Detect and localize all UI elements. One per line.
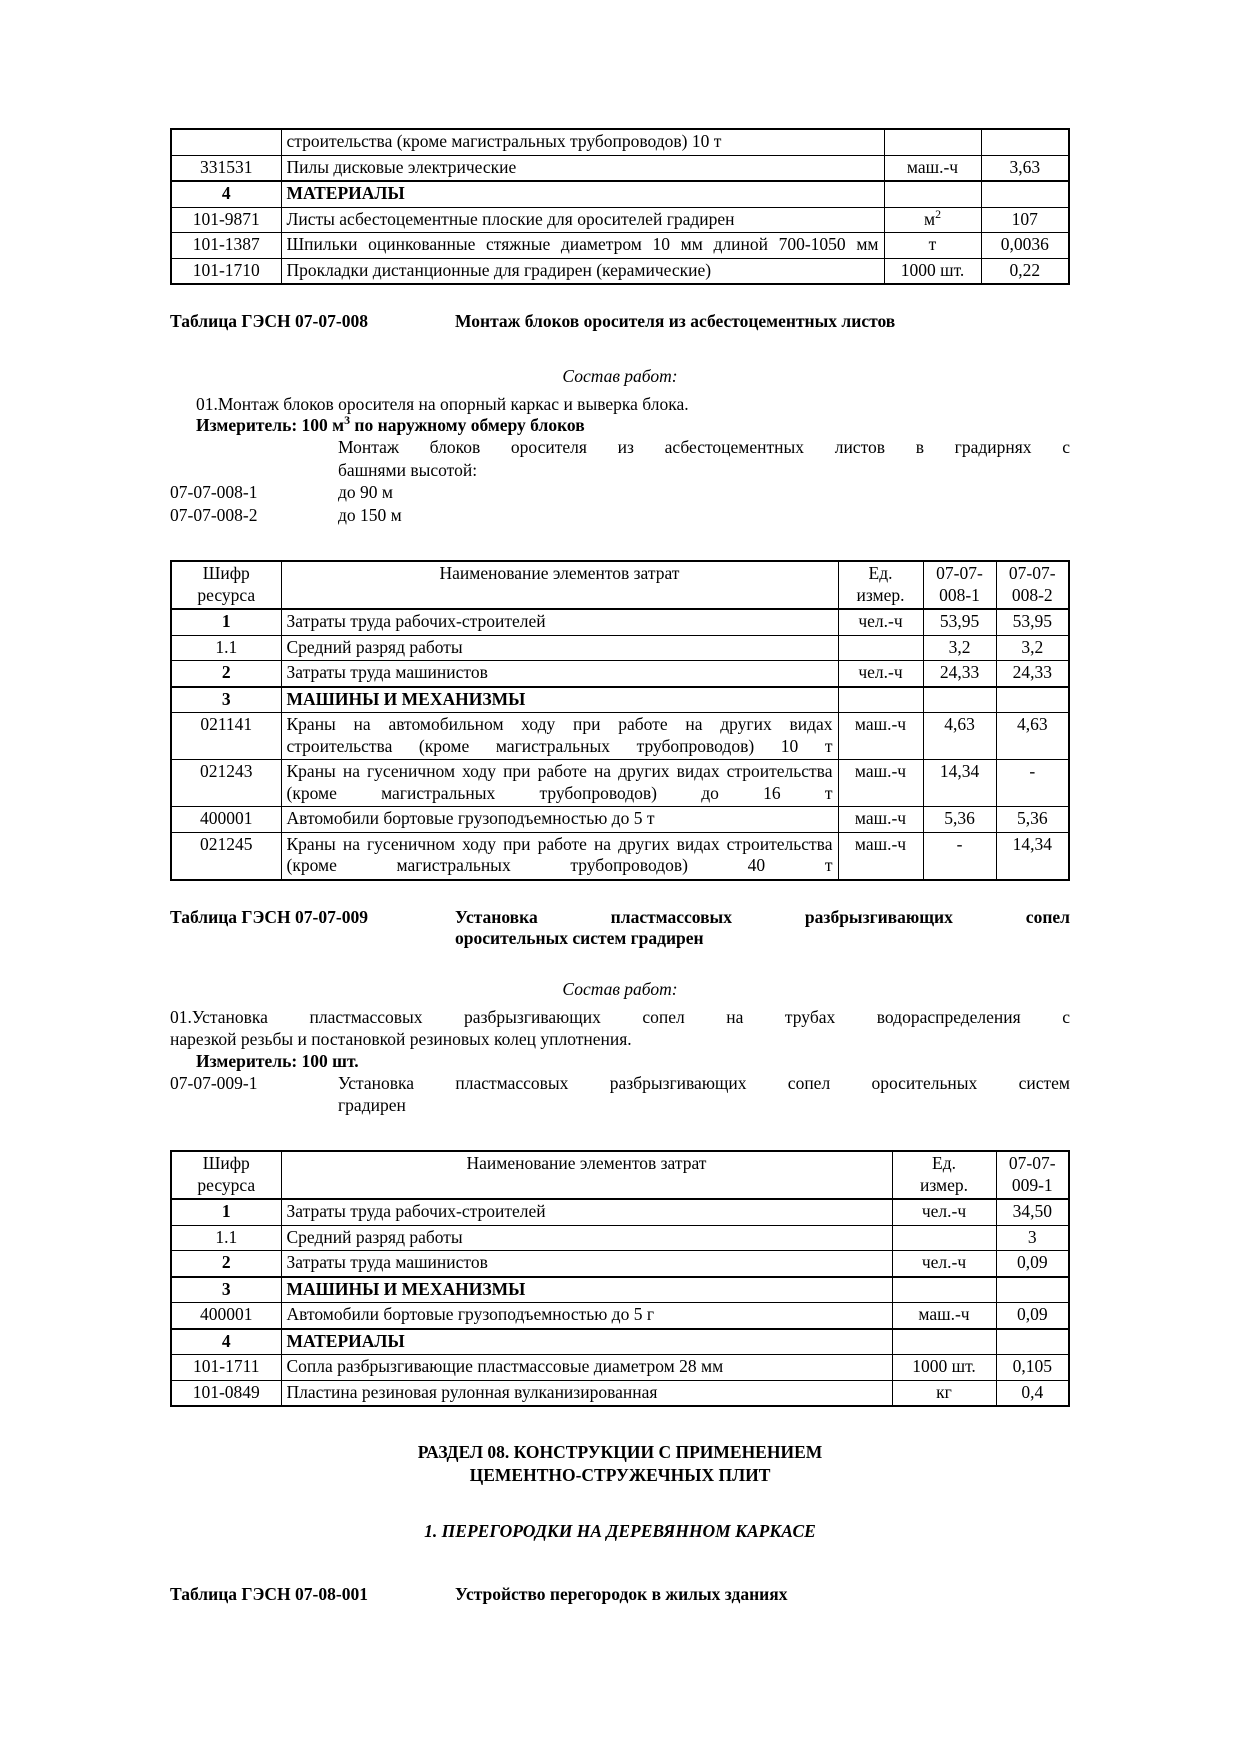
razdel-line1: РАЗДЕЛ 08. КОНСТРУКЦИИ С ПРИМЕНЕНИЕМ [417, 1442, 823, 1463]
cell-code: 1 [171, 1199, 281, 1225]
cell-unit: чел.-ч [838, 609, 923, 635]
razdel-line2: ЦЕМЕНТНО-СТРУЖЕЧНЫХ ПЛИТ [469, 1465, 771, 1486]
cell-name: Автомобили бортовые грузоподъемностью до 5 г [281, 1303, 892, 1329]
cell-name: Затраты труда машинистов [281, 1251, 892, 1277]
cell-value-1: 0,09 [996, 1251, 1069, 1277]
table-title-line2: оросительных систем градирен [455, 927, 704, 948]
izmeritel-008: Измеритель: 100 $м^3$ по наружному обмеру блоков [196, 413, 585, 436]
intro-desc-line2: башнями высотой: [338, 459, 478, 480]
cell-name: Затраты труда рабочих-строителей [281, 1199, 892, 1225]
table-row [171, 635, 1069, 661]
cell-value-1 [996, 1329, 1069, 1355]
subsection-heading: 1. ПЕРЕГОРОДКИ НА ДЕРЕВЯННОМ КАРКАСЕ [424, 1520, 816, 1541]
cell-unit: маш.-ч [838, 832, 923, 880]
razdel-heading [170, 1441, 1070, 1487]
cell-name: МАТЕРИАЛЫ [281, 181, 884, 207]
table-row-group-machines [171, 1277, 1069, 1303]
table-row-group-machines [171, 687, 1069, 713]
cell-name: Средний разряд работы [281, 635, 838, 661]
code-desc-line2: градирен [338, 1094, 406, 1115]
cell-value-2: - [996, 760, 1069, 807]
table-row-group-materials [171, 1329, 1069, 1355]
cell-name: Пластина резиновая рулонная вулканизированная [281, 1380, 892, 1406]
code-label: 07-07-008-1 [170, 482, 258, 503]
sostav-item-line2: нарезкой резьбы и постановкой резиновых колец уплотнения. [170, 1029, 632, 1050]
resource-table-07-07-009 [170, 1150, 1070, 1407]
cell-value-2: 4,63 [996, 713, 1069, 760]
code-desc: до 90 м [338, 482, 393, 503]
cell-value-1: 5,36 [923, 807, 996, 833]
table-label: Таблица ГЭСН 07-07-008 [170, 311, 368, 332]
sostav-rabot-label: Состав работ: [562, 366, 678, 387]
table-heading-07-08-001 [170, 1584, 1070, 1605]
code-desc [338, 1072, 1070, 1117]
resource-table-07-07-008 [170, 560, 1070, 881]
intro-spacer [170, 436, 338, 481]
cell-unit: чел.-ч [892, 1199, 996, 1225]
cell-code: 021141 [171, 713, 281, 760]
cell-value: 0,0036 [981, 233, 1069, 259]
cell-unit [884, 129, 981, 155]
cell-code: 101-1387 [171, 233, 281, 259]
cell-value-2: 24,33 [996, 661, 1069, 687]
cell-name: Краны на автомобильном ходу при работе на других видах строительства (кроме магистральных трубопроводов) 10 т [281, 713, 838, 760]
table-row-group-materials [171, 181, 1069, 207]
cell-name: Шпильки оцинкованные стяжные диаметром 10 мм длиной 700-1050 мм [281, 233, 884, 259]
table-label: Таблица ГЭСН 07-08-001 [170, 1583, 368, 1604]
intro-desc-row [170, 436, 1070, 481]
izmeritel-009: Измеритель: 100 шт. [196, 1050, 359, 1071]
cell-name: строительства (кроме магистральных трубопроводов) 10 т [281, 129, 884, 155]
cell-code: 1.1 [171, 1225, 281, 1251]
table-row [171, 207, 1069, 233]
table-row [171, 1355, 1069, 1381]
cell-name: МАШИНЫ И МЕХАНИЗМЫ [281, 1277, 892, 1303]
cell-value-1: 24,33 [923, 661, 996, 687]
cell-name: МАШИНЫ И МЕХАНИЗМЫ [281, 687, 838, 713]
cell-unit: кг [892, 1380, 996, 1406]
table-row [171, 713, 1069, 760]
cell-code: 4 [171, 1329, 281, 1355]
cell-value-1 [923, 687, 996, 713]
cell-name: МАТЕРИАЛЫ [281, 1329, 892, 1355]
cell-unit [838, 635, 923, 661]
cell-value-1: 3 [996, 1225, 1069, 1251]
table-heading-07-07-008 [170, 311, 1070, 332]
cell-value-2 [996, 687, 1069, 713]
header-col-008-1: 07-07- 008-1 [923, 561, 996, 609]
cell-unit: маш.-ч [892, 1303, 996, 1329]
table-row [171, 233, 1069, 259]
table-title [455, 907, 1070, 949]
cell-value-2: 5,36 [996, 807, 1069, 833]
intro-desc [338, 436, 1070, 481]
cell-unit [892, 1225, 996, 1251]
header-col-008-2: 07-07- 008-2 [996, 561, 1069, 609]
header-code: Шифр ресурса [171, 1151, 281, 1199]
cell-unit: маш.-ч [838, 807, 923, 833]
cell-unit: 1000 шт. [884, 258, 981, 284]
table-heading-07-07-009 [170, 907, 1070, 949]
cell-code: 3 [171, 687, 281, 713]
cell-value-1: 14,34 [923, 760, 996, 807]
header-name: Наименование элементов затрат [281, 1151, 892, 1199]
cell-value-1: 0,09 [996, 1303, 1069, 1329]
cell-value: 107 [981, 207, 1069, 233]
cell-name: Прокладки дистанционные для градирен (керамические) [281, 258, 884, 284]
header-name: Наименование элементов затрат [281, 561, 838, 609]
cell-name: Средний разряд работы [281, 1225, 892, 1251]
cell-unit: маш.-ч [838, 713, 923, 760]
table-row [171, 1380, 1069, 1406]
cell-value-1: - [923, 832, 996, 880]
cell-name: Краны на гусеничном ходу при работе на других видах строительства (кроме магистральных трубопроводов) до 16 т [281, 760, 838, 807]
cell-unit [884, 181, 981, 207]
cell-value-1: 34,50 [996, 1199, 1069, 1225]
table-row [171, 129, 1069, 155]
table-title: Монтаж блоков оросителя из асбестоцементных листов [455, 311, 896, 332]
cell-value-2: 3,2 [996, 635, 1069, 661]
cell-value: 3,63 [981, 155, 1069, 181]
table-header-row [171, 1151, 1069, 1199]
intro-desc-line1: Монтаж блоков оросителя из асбестоцементных листов в градирнях с [338, 437, 1070, 458]
table-title: Устройство перегородок в жилых зданиях [455, 1583, 788, 1604]
sostav-item-line1: 01.Установка пластмассовых разбрызгивающих сопел на трубах водораспределения с [170, 1006, 1070, 1027]
cell-name: Затраты труда машинистов [281, 661, 838, 687]
code-desc-line1: Установка пластмассовых разбрызгивающих сопел оросительных систем [338, 1072, 1070, 1093]
cell-unit: маш.-ч [838, 760, 923, 807]
cell-code: 1 [171, 609, 281, 635]
cell-unit: $м^2$ [884, 207, 981, 233]
table-row [171, 832, 1069, 880]
code-label: 07-07-009-1 [170, 1072, 258, 1093]
cell-value [981, 181, 1069, 207]
cell-value-1: 4,63 [923, 713, 996, 760]
cell-code: 400001 [171, 807, 281, 833]
cell-code: 331531 [171, 155, 281, 181]
table-row [171, 760, 1069, 807]
header-col-009-1: 07-07- 009-1 [996, 1151, 1069, 1199]
table-row [171, 807, 1069, 833]
table-header-row [171, 561, 1069, 609]
cell-value-1 [996, 1277, 1069, 1303]
cell-code: 021243 [171, 760, 281, 807]
table-row [171, 1225, 1069, 1251]
code-row-008-2 [170, 504, 1070, 526]
cell-code: 101-1711 [171, 1355, 281, 1381]
cell-code: 2 [171, 661, 281, 687]
table-label: Таблица ГЭСН 07-07-009 [170, 906, 368, 927]
cell-code: 400001 [171, 1303, 281, 1329]
cell-code: 1.1 [171, 635, 281, 661]
code-row-008-1 [170, 481, 1070, 503]
header-code: Шифр ресурса [171, 561, 281, 609]
cell-name: Листы асбестоцементные плоские для оросителей градирен [281, 207, 884, 233]
table-row [171, 661, 1069, 687]
cell-code: 101-9871 [171, 207, 281, 233]
cell-name: Краны на гусеничном ходу при работе на других видах строительства (кроме магистральных трубопроводов) 40 т [281, 832, 838, 880]
table-row [171, 1251, 1069, 1277]
cell-unit: маш.-ч [884, 155, 981, 181]
cell-code: 3 [171, 1277, 281, 1303]
code-label: 07-07-008-2 [170, 504, 258, 525]
cell-name: Сопла разбрызгивающие пластмассовые диаметром 28 мм [281, 1355, 892, 1381]
cell-unit [838, 687, 923, 713]
cell-value: 0,22 [981, 258, 1069, 284]
table-row [171, 609, 1069, 635]
cell-value-1: 0,105 [996, 1355, 1069, 1381]
cell-unit: 1000 шт. [892, 1355, 996, 1381]
code-row-009-1 [170, 1072, 1070, 1117]
table-row [171, 258, 1069, 284]
cell-value-2: 53,95 [996, 609, 1069, 635]
sostav-rabot-label: Состав работ: [562, 978, 678, 999]
cell-unit [892, 1329, 996, 1355]
cell-name: Автомобили бортовые грузоподъемностью до 5 т [281, 807, 838, 833]
cell-name: Затраты труда рабочих-строителей [281, 609, 838, 635]
cell-code: 2 [171, 1251, 281, 1277]
header-unit: Ед. измер. [838, 561, 923, 609]
cell-value-1: 53,95 [923, 609, 996, 635]
table-row [171, 1199, 1069, 1225]
cell-unit: чел.-ч [838, 661, 923, 687]
cell-unit [892, 1277, 996, 1303]
cell-code: 4 [171, 181, 281, 207]
cell-name: Пилы дисковые электрические [281, 155, 884, 181]
table-row [171, 155, 1069, 181]
table-continued-materials [170, 128, 1070, 285]
cell-value-1: 0,4 [996, 1380, 1069, 1406]
cell-value [981, 129, 1069, 155]
cell-value-2: 14,34 [996, 832, 1069, 880]
sostav-item: 01.Монтаж блоков оросителя на опорный каркас и выверка блока. [196, 394, 689, 415]
cell-unit: чел.-ч [892, 1251, 996, 1277]
table-row [171, 1303, 1069, 1329]
code-desc: до 150 м [338, 504, 402, 525]
table-title-line1: Установка пластмассовых разбрызгивающих сопел [455, 906, 1070, 927]
cell-code: 101-0849 [171, 1380, 281, 1406]
cell-value-1: 3,2 [923, 635, 996, 661]
cell-code: 021245 [171, 832, 281, 880]
header-unit: Ед. измер. [892, 1151, 996, 1199]
cell-unit: т [884, 233, 981, 259]
cell-code [171, 129, 281, 155]
cell-code: 101-1710 [171, 258, 281, 284]
